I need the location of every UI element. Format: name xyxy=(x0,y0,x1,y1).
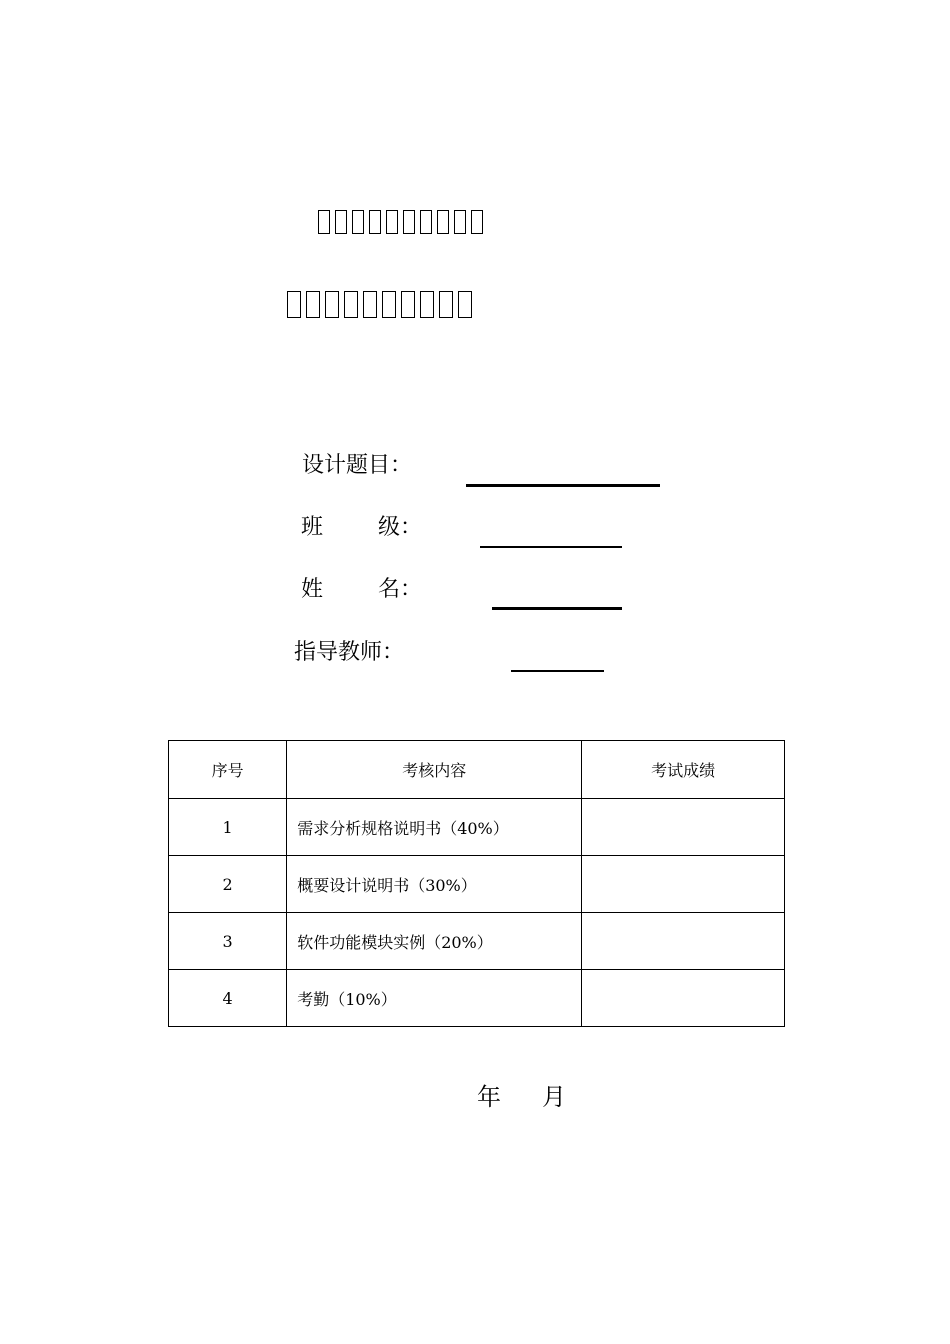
glyph-box xyxy=(471,210,483,234)
grades-table xyxy=(168,740,785,1027)
row-score-cell[interactable] xyxy=(582,799,785,856)
class-line[interactable] xyxy=(480,546,622,548)
class-label-first: 班 xyxy=(301,515,324,540)
glyph-box xyxy=(454,210,466,234)
table-header-row xyxy=(169,741,785,799)
class-label-second: 级： xyxy=(378,515,423,540)
row-content: 软件功能模块实例（20%） xyxy=(287,913,582,970)
glyph-box xyxy=(437,210,449,234)
glyph-box xyxy=(439,291,453,318)
row-score-cell[interactable] xyxy=(582,856,785,913)
glyph-box xyxy=(420,291,434,318)
advisor-label: 指导教师： xyxy=(294,640,405,665)
name-line[interactable] xyxy=(492,607,622,610)
date-year: 年 xyxy=(477,1083,501,1111)
glyph-box xyxy=(335,210,347,234)
date-month: 月 xyxy=(542,1083,566,1111)
name-label xyxy=(301,577,421,603)
glyph-box xyxy=(458,291,472,318)
class-label xyxy=(301,515,421,541)
title-line-1 xyxy=(318,210,483,234)
row-no: 2 xyxy=(169,856,287,913)
glyph-box xyxy=(401,291,415,318)
table-row xyxy=(169,799,785,856)
glyph-box xyxy=(386,210,398,234)
glyph-box xyxy=(363,291,377,318)
table-row xyxy=(169,970,785,1027)
row-score-cell[interactable] xyxy=(582,970,785,1027)
glyph-box xyxy=(318,210,330,234)
glyph-box xyxy=(420,210,432,234)
header-score: 考试成绩 xyxy=(582,741,785,799)
table-row xyxy=(169,856,785,913)
header-no: 序号 xyxy=(169,741,287,799)
row-content: 需求分析规格说明书（40%） xyxy=(287,799,582,856)
glyph-box xyxy=(344,291,358,318)
title-line-2 xyxy=(287,291,472,318)
header-content: 考核内容 xyxy=(287,741,582,799)
table-row xyxy=(169,913,785,970)
row-content: 考勤（10%） xyxy=(287,970,582,1027)
row-no: 1 xyxy=(169,799,287,856)
glyph-box xyxy=(369,210,381,234)
glyph-box xyxy=(403,210,415,234)
row-content: 概要设计说明书（30%） xyxy=(287,856,582,913)
advisor-line[interactable] xyxy=(511,670,604,672)
glyph-box xyxy=(325,291,339,318)
row-no: 3 xyxy=(169,913,287,970)
design-topic-label: 设计题目： xyxy=(302,453,413,478)
glyph-box xyxy=(352,210,364,234)
glyph-box xyxy=(382,291,396,318)
name-label-second: 名： xyxy=(378,577,423,602)
row-score-cell[interactable] xyxy=(582,913,785,970)
glyph-box xyxy=(306,291,320,318)
design-topic-line[interactable] xyxy=(466,484,660,487)
name-label-first: 姓 xyxy=(301,577,324,602)
glyph-box xyxy=(287,291,301,318)
row-no: 4 xyxy=(169,970,287,1027)
